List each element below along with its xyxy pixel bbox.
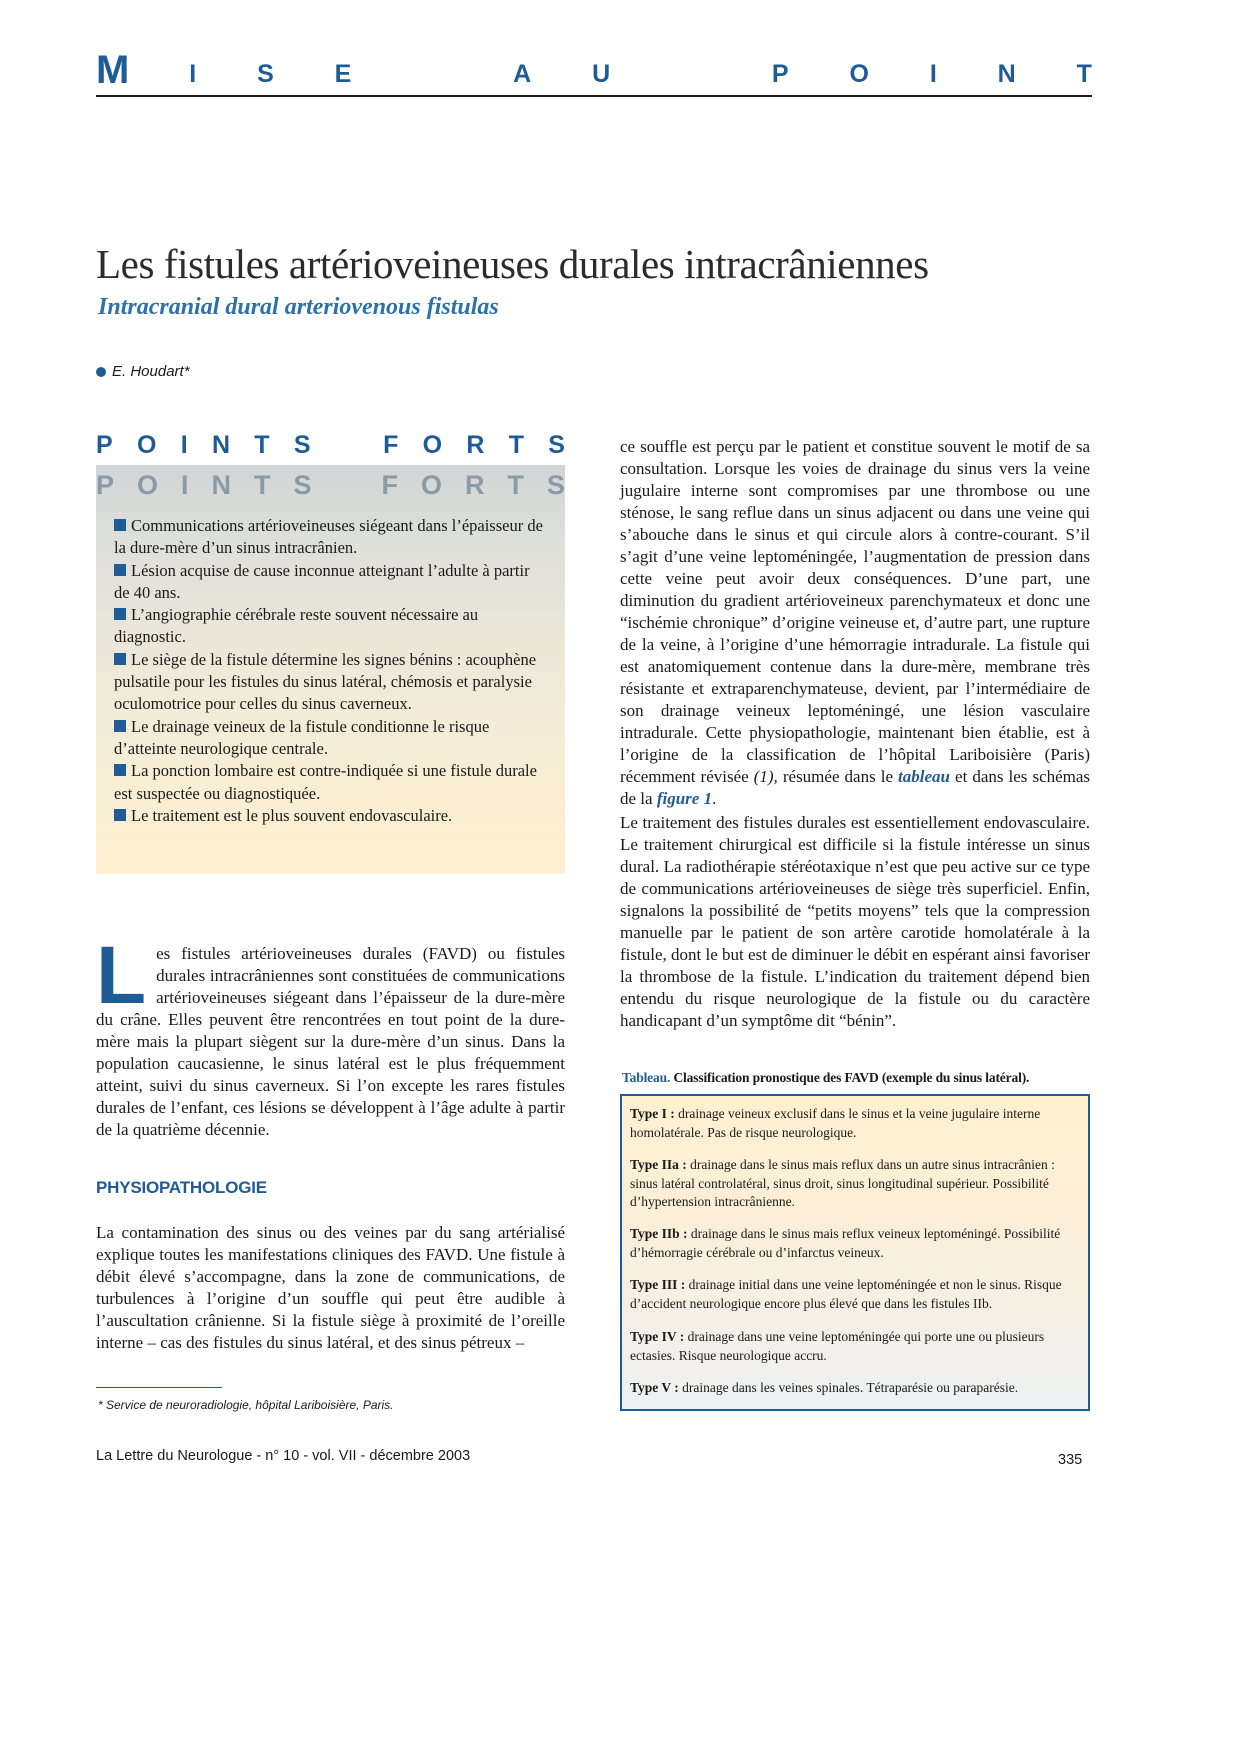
table-row: Type V : drainage dans les veines spinales. Tétraparésie ou paraparésie.	[630, 1380, 1019, 1395]
table-row: Type IIa : drainage dans le sinus mais reflux dans un autre sinus intracrânien : sinus latéral controlatéral, sinus droit, sinus longitudinal supérieur. Possibilité d’hypertension intracrânienne.	[630, 1157, 1055, 1209]
paragraph: Le traitement des fistules durales est essentiellement endovasculaire. Le traitement chirurgical est difficile si la fistule intéresse un sinus dural. La radiothérapie stéréotaxique n’est que peu active sur ce type de communications artérioveineuses de siège très superficiel. Enfin, signalons la possibilité de “petits moyens” tels que la compression manuelle par le patient de son artère carotide homolatérale à la fistule, dont le but est de diminuer le débit en espérant ainsi favoriser la thrombose de la fistule. L’indication du traitement dépend bien entendu du risque neurologique de la fistule ou du caractère handicapant d’un symptôme dit “bénin”.	[620, 813, 1090, 1030]
section-heading: PHYSIOPATHOLOGIE	[96, 1178, 267, 1197]
points-forts-list	[114, 515, 544, 827]
square-bullet-icon	[114, 519, 126, 531]
list-item: L’angiographie cérébrale reste souvent nécessaire au diagnostic.	[114, 605, 479, 647]
table-row: Type IIb : drainage dans le sinus mais reflux veineux leptoméningé. Possibilité d’hémorragie cérébrale ou d’infarctus veineux.	[630, 1226, 1061, 1260]
table-row: Type IV : drainage dans une veine leptoméningée qui porte une ou plusieurs ectasies. Risque neurologique accru.	[630, 1329, 1045, 1363]
intro-text: es fistules artérioveineuses durales (FAVD) ou fistules durales intracrâniennes sont constituées de communications artérioveineuses siégeant dans l’épaisseur de la dure-mère du crâne. Elles peuvent être rencontrées en tout point de la dure-mère mais la plupart siègent sur la dure-mère d’un sinus. Dans la population caucasienne, le sinus latéral est le plus fréquemment atteint, suivi du sinus caverneux. Si l’on excepte les rares fistules durales de l’enfant, ces lésions se développent à l’âge adulte à partir de la quatrième décennie.	[96, 944, 565, 1139]
table-row: Type III : drainage initial dans une veine leptoméningée et non le sinus. Risque d’accident neurologique encore plus élevé que dans les fistules IIb.	[630, 1277, 1062, 1311]
rubric-letter: P	[771, 59, 789, 88]
points-forts-box	[96, 465, 565, 874]
rubric-letter: A	[513, 59, 532, 88]
page-number: 335	[1058, 1452, 1083, 1468]
square-bullet-icon	[114, 764, 126, 776]
footnote: * Service de neuroradiologie, hôpital Lariboisière, Paris.	[98, 1398, 394, 1412]
points-forts-ghost-heading: P O I N T S F O R T S	[96, 470, 565, 500]
list-item: Communications artérioveineuses siégeant dans l’épaisseur de la dure-mère d’un sinus intracrânien.	[114, 516, 543, 558]
rubric-letter: I	[189, 59, 197, 88]
article-title: Les fistules artérioveineuses durales intracrâniennes	[96, 241, 929, 287]
rubric-rule	[96, 95, 1092, 97]
square-bullet-icon	[114, 809, 126, 821]
rubric-letter: T	[1076, 59, 1092, 88]
rubric-letter: O	[849, 59, 869, 88]
square-bullet-icon	[114, 564, 126, 576]
rubric-letter: N	[997, 59, 1016, 88]
rubric-letter: E	[334, 59, 352, 88]
drop-cap: L	[96, 930, 147, 1021]
journal-reference: La Lettre du Neurologue - n° 10 - vol. VII - décembre 2003	[96, 1448, 471, 1464]
list-item: La ponction lombaire est contre-indiquée si une fistule durale est suspectée ou diagnostiquée.	[114, 761, 537, 803]
rubric-header	[96, 48, 1092, 92]
paragraph: ce souffle est perçu par le patient et constitue souvent le motif de sa consultation. Lorsque les voies de drainage du sinus vers la veine jugulaire interne sont compromises par une thrombose ou une sténose, le sang reflue dans un sinus adjacent ou dans une veine qui s’abouche dans le sinus et qui circule alors à contre-courant. S’il s’agit d’une veine leptoméningée, l’augmentation de pression dans cette veine peut avoir deux conséquences. D’une part, une diminution du gradient artérioveineux parenchymateux et donc une “ischémie chronique” d’origine veineuse et, d’autre part, une rupture de la veine, à l’origine d’une hémorragie intradurale. La fistule qui est anatomiquement contenue dans la dure-mère, membrane très résistante et extraparenchymateuse, devient, par l’intermédiaire de son drainage veineux leptoméningé, une lésion vasculaire intradurale. Cette physiopathologie, maintenant bien établie, est à l’origine de la classification de l’hôpital Lariboisière (Paris) récemment révisée (1), résumée dans le tableau et dans les schémas de la figure 1.	[620, 437, 1091, 808]
rubric-letter: I	[929, 59, 937, 88]
table-label: Tableau.	[622, 1070, 671, 1085]
tableau-link[interactable]: tableau	[898, 767, 950, 786]
rubric-letter: M	[96, 48, 129, 92]
footnote-rule	[96, 1387, 222, 1388]
section-text: La contamination des sinus ou des veines par du sang artérialisé explique toutes les manifestations cliniques des FAVD. Une fistule à débit élevé s’accompagne, dans la zone de communications, de turbulences à l’origine d’un souffle qui peut être audible à l’auscultation crânienne. Si la fistule siège à proximité de l’oreille interne – cas des fistules du sinus latéral, et des sinus pétreux –	[96, 1223, 565, 1352]
list-item: Le siège de la fistule détermine les signes bénins : acouphène pulsatile pour les fistules du sinus latéral, chémosis et paralysie oculomotrice pour celles du sinus caverneux.	[114, 649, 537, 714]
author-line	[96, 363, 190, 380]
points-forts-heading: P O I N T S F O R T S	[96, 431, 565, 459]
rubric-letter: U	[592, 59, 611, 88]
classification-table	[620, 1094, 1090, 1411]
square-bullet-icon	[114, 720, 126, 732]
list-item: Lésion acquise de cause inconnue atteignant l’adulte à partir de 40 ans.	[114, 560, 530, 602]
list-item: Le drainage veineux de la fistule conditionne le risque d’atteinte neurologique centrale.	[114, 716, 490, 758]
table-caption-text: Classification pronostique des FAVD (exemple du sinus latéral).	[673, 1070, 1030, 1085]
intro-paragraph	[96, 930, 565, 1141]
square-bullet-icon	[114, 653, 126, 665]
bullet-icon	[96, 367, 106, 377]
citation: (1),	[753, 767, 778, 786]
table-row: Type I : drainage veineux exclusif dans le sinus et la veine jugulaire interne homolatérale. Pas de risque neurologique.	[630, 1106, 1041, 1140]
figure-link[interactable]: figure 1	[656, 789, 713, 808]
table-caption	[622, 1070, 1092, 1086]
right-column	[620, 436, 1090, 1034]
article-subtitle: Intracranial dural arteriovenous fistulas	[98, 294, 499, 320]
list-item: Le traitement est le plus souvent endovasculaire.	[114, 805, 544, 827]
rubric-letter: S	[257, 59, 274, 88]
author-name: E. Houdart*	[112, 363, 190, 380]
square-bullet-icon	[114, 608, 126, 620]
section-body	[96, 1222, 565, 1354]
